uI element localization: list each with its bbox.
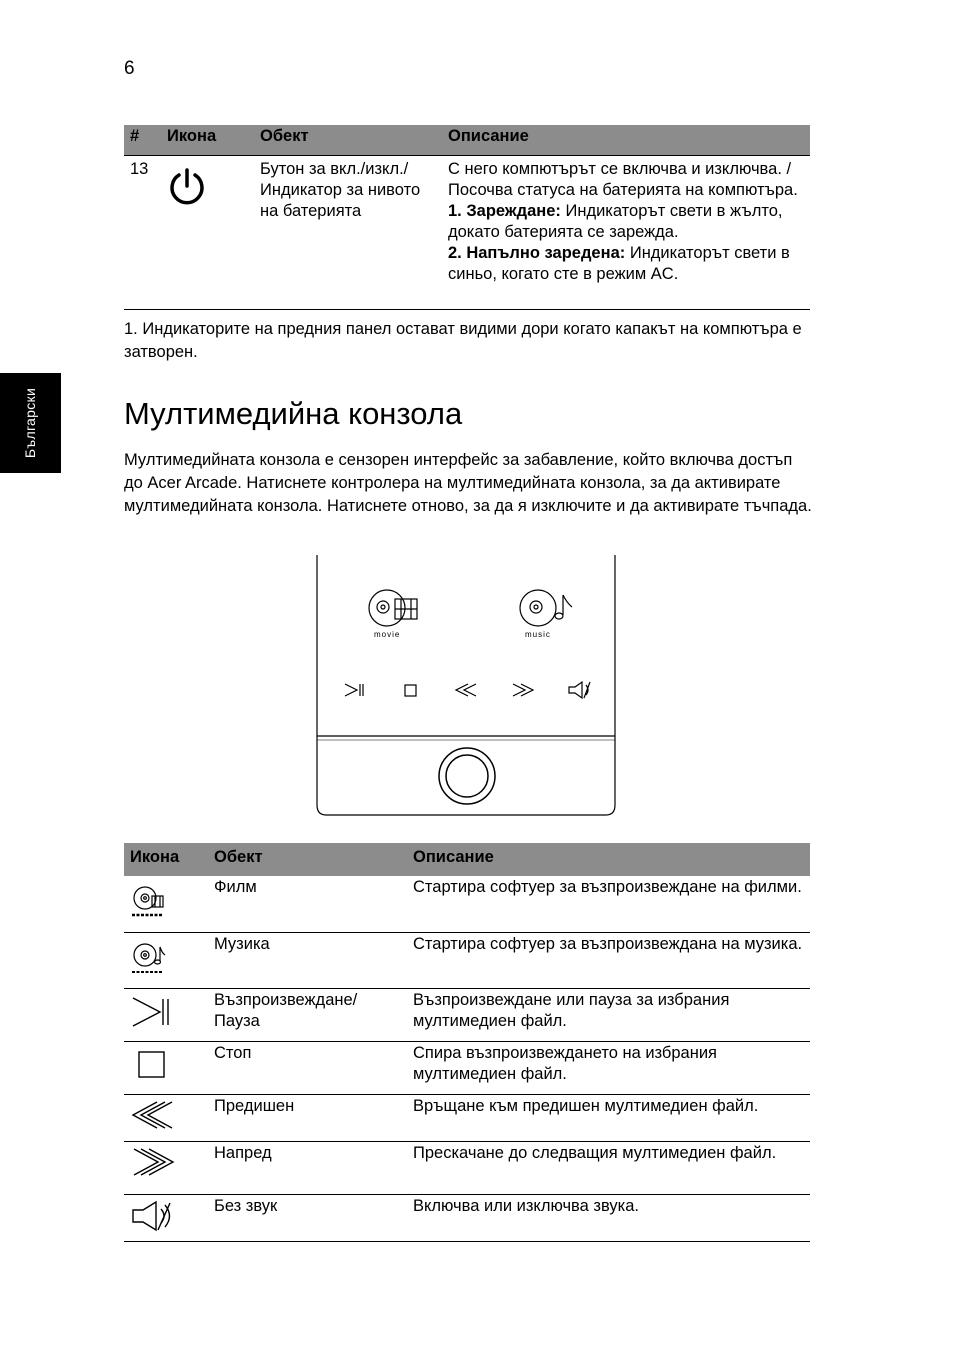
row-object: Филм — [208, 876, 407, 932]
row-description: Връщане към предишен мултимедиен файл. — [407, 1094, 810, 1141]
row-object: Възпроизвеждане/ Пауза — [208, 988, 407, 1041]
row-object: Стоп — [208, 1041, 407, 1094]
console-previous-icon — [456, 684, 476, 696]
console-play-pause-icon — [345, 684, 363, 696]
console-next-icon — [513, 684, 533, 696]
section-title: Мултимедийна конзола — [124, 396, 463, 431]
row-object: Напред — [208, 1141, 407, 1194]
header-description: Описание — [407, 843, 810, 876]
table-header-row — [124, 843, 810, 876]
description-item-charging — [448, 201, 804, 243]
header-object: Обект — [208, 843, 407, 876]
table-row — [124, 988, 810, 1041]
row-description: Стартира софтуер за възпроизвеждана на музика. — [407, 932, 810, 988]
row-description: Включва или изключва звука. — [407, 1194, 810, 1241]
play-pause-icon — [130, 995, 170, 1029]
row-description: Стартира софтуер за възпроизвеждане на филми. — [407, 876, 810, 932]
item-text: Индикаторът свети в синьо, когато сте в режим AC. — [448, 244, 790, 283]
item-text: Индикаторът свети в жълто, докато батерията се зарежда. — [448, 202, 783, 241]
music-icon — [130, 941, 166, 977]
item-label: 1. Зареждане: — [448, 202, 561, 220]
row-object: Музика — [208, 932, 407, 988]
table-row — [124, 156, 810, 310]
row-object: Бутон за вкл./изкл./ Индикатор за нивото на батерията — [254, 156, 442, 310]
row-object: Без звук — [208, 1194, 407, 1241]
table-row — [124, 876, 810, 932]
row-description: Възпроизвеждане или пауза за избрания мултимедиен файл. — [407, 988, 810, 1041]
header-icon: Икона — [161, 125, 254, 156]
movie-icon — [130, 884, 166, 920]
footnote: 1. Индикаторите на предния панел остават видими дори когато капакът на компютъра е затворен. — [124, 320, 802, 361]
table-row — [124, 932, 810, 988]
console-stop-icon — [405, 685, 416, 696]
console-mute-icon — [569, 682, 590, 698]
header-description: Описание — [442, 125, 810, 156]
next-icon — [130, 1145, 176, 1179]
console-movie-label: movie — [374, 630, 401, 639]
section-intro: Мултимедийната конзола е сензорен интерфейс за забавление, който включва достъп до Acer Arcade. Натиснете контролера на мултимедийната конзола, за да активирате мултимедийната конзола. Натиснете отново, за да я изключите и да активирате тъчпада. — [124, 451, 812, 515]
table-row — [124, 1194, 810, 1241]
console-controls-table — [124, 843, 810, 1242]
previous-icon — [130, 1098, 176, 1132]
page-number: 6 — [124, 58, 135, 79]
item-label: 2. Напълно заредена: — [448, 244, 626, 262]
row-description: Прескачане до следващия мултимедиен файл. — [407, 1141, 810, 1194]
table-row — [124, 1141, 810, 1194]
console-music-icon — [520, 590, 572, 626]
multimedia-console-illustration — [316, 555, 617, 817]
stop-icon — [130, 1048, 170, 1082]
table-header-row — [124, 125, 810, 156]
language-label: Български — [22, 387, 39, 459]
header-object: Обект — [254, 125, 442, 156]
mute-icon — [130, 1199, 176, 1233]
header-number: # — [124, 125, 161, 156]
description-item-charged — [448, 243, 804, 285]
power-button-table — [124, 125, 810, 310]
row-number: 13 — [124, 156, 161, 310]
console-movie-icon — [369, 590, 417, 626]
power-icon — [167, 166, 207, 206]
table-row — [124, 1094, 810, 1141]
console-music-label: music — [525, 630, 551, 639]
row-object: Предишен — [208, 1094, 407, 1141]
table-row — [124, 1041, 810, 1094]
row-description: Спира възпроизвеждането на избрания мултимедиен файл. — [407, 1041, 810, 1094]
header-icon: Икона — [124, 843, 208, 876]
language-side-tab — [0, 373, 61, 473]
description-intro: С него компютърът се включва и изключва. /Посочва статуса на батерията на компютъра. — [448, 160, 798, 199]
row-description — [442, 156, 810, 310]
console-controller-knob — [439, 748, 495, 804]
